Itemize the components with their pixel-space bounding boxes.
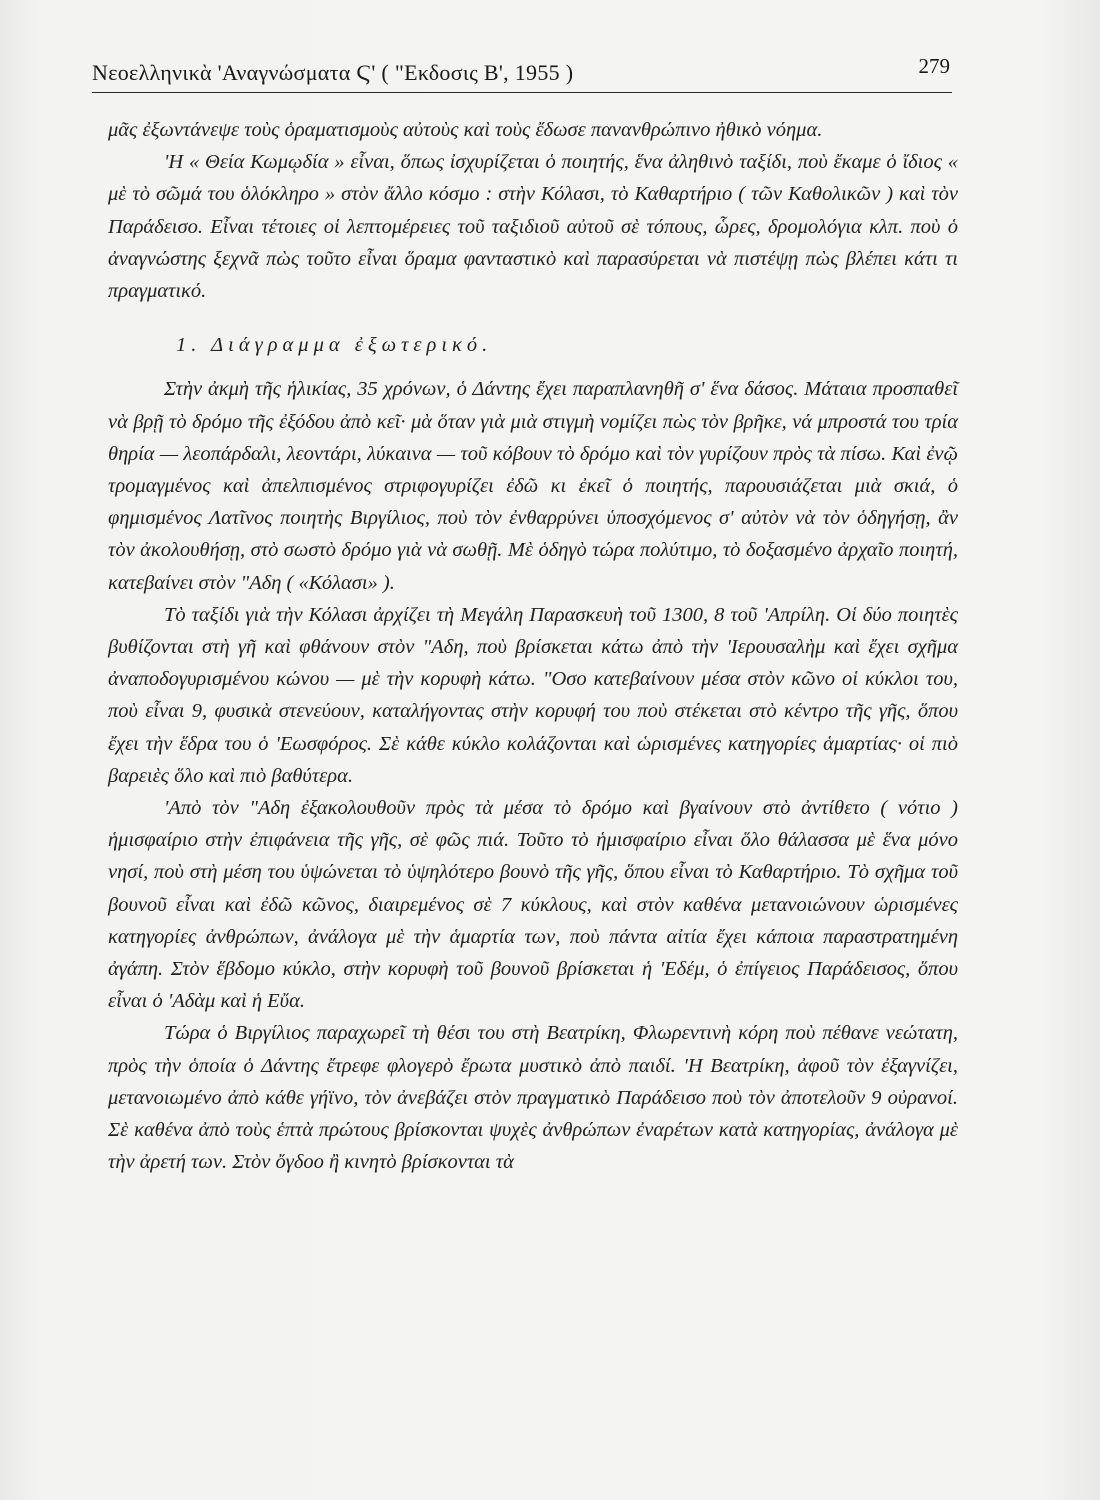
running-title: Νεοελληνικὰ 'Αναγνώσματα Ϛ' ( "Εκδοσις Β', 1955 ) <box>92 60 574 85</box>
section-heading: 1. Διάγραμμα ἐξωτερικό. <box>176 334 493 357</box>
running-header <box>92 52 952 93</box>
paragraph: Στὴν ἀκμὴ τῆς ἡλικίας, 35 χρόνων, ὁ Δάντης ἔχει παραπλανηθῆ σ' ἕνα δάσος. Μάταια προσπαθεῖ νὰ βρῇ τὸ δρόμο τῆς ἐξόδου ἀπὸ κεῖ· μὰ ὅταν γιὰ μιὰ στιγμὴ νομίζει πὼς τὸν βρῆκε, νά μπροστά του τρία θηρία — λεοπάρδαλι, λεοντάρι, λύκαινα — τοῦ κόβουν τὸ δρόμο καὶ τὸν γυρίζουν πρὸς τὰ πίσω. Καὶ ἐνῷ τρομαγμένος καὶ ἀπελπισμένος στριφογυρίζει ἐδῶ κι ἐκεῖ ὁ ποιητής, παρουσιάζεται μιὰ σκιά, ὁ φημισμένος Λατῖνος ποιητὴς Βιργίλιος, ποὺ τὸν ἐνθαρρύνει ὑποσχόμενος σ' αὐτὸν νὰ τὸν ὁδηγήσῃ, ἂν τὸν ἀκολουθήσῃ, στὸ σωστὸ δρόμο γιὰ νὰ σωθῇ. Μὲ ὁδηγὸ τώρα πολύτιμο, τὸ δοξασμένο ἀρχαῖο ποιητή, κατεβαίνει στὸν "Αδη ( «Κόλασι» ). <box>108 378 958 594</box>
page-number: 279 <box>918 54 950 78</box>
paragraph: 'Η « Θεία Κωμῳδία » εἶναι, ὅπως ἰσχυρίζεται ὁ ποιητής, ἕνα ἀληθινὸ ταξίδι, ποὺ ἔκαμε ὁ ἴδιος « μὲ τὸ σῶμά του ὁλόκληρο » στὸν ἄλλο κόσμο : στὴν Κόλασι, τὸ Καθαρτήριο ( τῶν Καθολικῶν ) καὶ τὸν Παράδεισο. Εἶναι τέτοιες οἱ λεπτομέρειες τοῦ ταξιδιοῦ αὐτοῦ σὲ τόπους, ὧρες, δρομολόγια κλπ. ποὺ ὁ ἀναγνώστης ξεχνᾶ πὼς τοῦτο εἶναι ὅραμα φανταστικὸ καὶ παρασύρεται νὰ πιστέψῃ πὼς βλέπει κάτι τι πραγματικό. <box>108 151 958 303</box>
body-text <box>108 114 958 1179</box>
paragraph: μᾶς ἐξωντάνεψε τοὺς ὁραματισμοὺς αὐτοὺς καὶ τοὺς ἔδωσε πανανθρώπινο ἠθικὸ νόημα. <box>108 119 823 141</box>
paragraph: 'Απὸ τὸν "Αδη ἐξακολουθοῦν πρὸς τὰ μέσα τὸ δρόμο καὶ βγαίνουν στὸ ἀντίθετο ( νότιο ) ἡμισφαίριο στὴν ἐπιφάνεια τῆς γῆς, σὲ φῶς πιά. Τοῦτο τὸ ἡμισφαίριο εἶναι ὅλο θάλασσα μὲ ἕνα μόνο νησί, ποὺ στὴ μέση του ὑψώνεται τὸ ὑψηλότερο βουνὸ τῆς γῆς, ὅπου εἶναι τὸ Καθαρτήριο. Τὸ σχῆμα τοῦ βουνοῦ εἶναι καὶ ἐδῶ κῶνος, διαιρεμένος σὲ 7 κύκλους, καὶ στὸν καθένα μετανοιώνουν ὡρισμένες κατηγορίες ἀνθρώπων, ἀνάλογα μὲ τὴν ἁμαρτία των, ποὺ πάντα αἰτία ἔχει κάποια παραστρατημένη ἀγάπη. Στὸν ἕβδομο κύκλο, στὴν κορυφὴ τοῦ βουνοῦ βρίσκεται ἡ 'Εδέμ, ὁ ἐπίγειος Παράδεισος, ὅπου εἶναι ὁ 'Αδὰμ καὶ ἡ Εὔα. <box>108 797 958 1013</box>
paragraph: Τὸ ταξίδι γιὰ τὴν Κόλασι ἀρχίζει τὴ Μεγάλη Παρασκευὴ τοῦ 1300, 8 τοῦ 'Απρίλη. Οἱ δύο ποιητὲς βυθίζονται στὴ γῆ καὶ φθάνουν στὸν "Αδη, ποὺ βρίσκεται κάτω ἀπὸ τὴν 'Ιερουσαλὴμ καὶ ἔχει σχῆμα ἀναποδογυρισμένου κώνου — μὲ τὴν κορυφὴ κάτω. "Οσο κατεβαίνουν μέσα στὸν κῶνο οἱ κύκλοι του, ποὺ εἶναι 9, φυσικὰ στενεύουν, καταλήγοντας στὴν κορυφή του ποὺ στέκεται στὸ κέντρο τῆς γῆς, ὅπου ἔχει τὴν ἕδρα του ὁ 'Εωσφόρος. Σὲ κάθε κύκλο κολάζονται καὶ ὡρισμένες κατηγορίες ἁμαρτίας· οἱ πιὸ βαρειὲς ὅλο καὶ πιὸ βαθύτερα. <box>108 603 958 787</box>
paragraph: Τώρα ὁ Βιργίλιος παραχωρεῖ τὴ θέσι του στὴ Βεατρίκη, Φλωρεντινὴ κόρη ποὺ πέθανε νεώτατη, πρὸς τὴν ὁποία ὁ Δάντης ἔτρεφε φλογερὸ ἔρωτα μυστικὸ ἀπὸ παιδί. 'Η Βεατρίκη, ἀφοῦ τὸν ἐξαγνίζει, μετανοιωμένο ἀπὸ κάθε γήϊνο, τὸν ἀνεβάζει στὸν πραγματικὸ Παράδεισο ποὺ τὸν ἀποτελοῦν 9 οὐρανοί. Σὲ καθένα ἀπὸ τοὺς ἑπτὰ πρώτους βρίσκονται ψυχὲς ἀνθρώπων ἐναρέτων κατὰ κατηγορίας, ἀνάλογα μὲ τὴν ἀρετή των. Στὸν ὄγδοο ἢ κινητὸ βρίσκονται τὰ <box>108 1022 958 1174</box>
